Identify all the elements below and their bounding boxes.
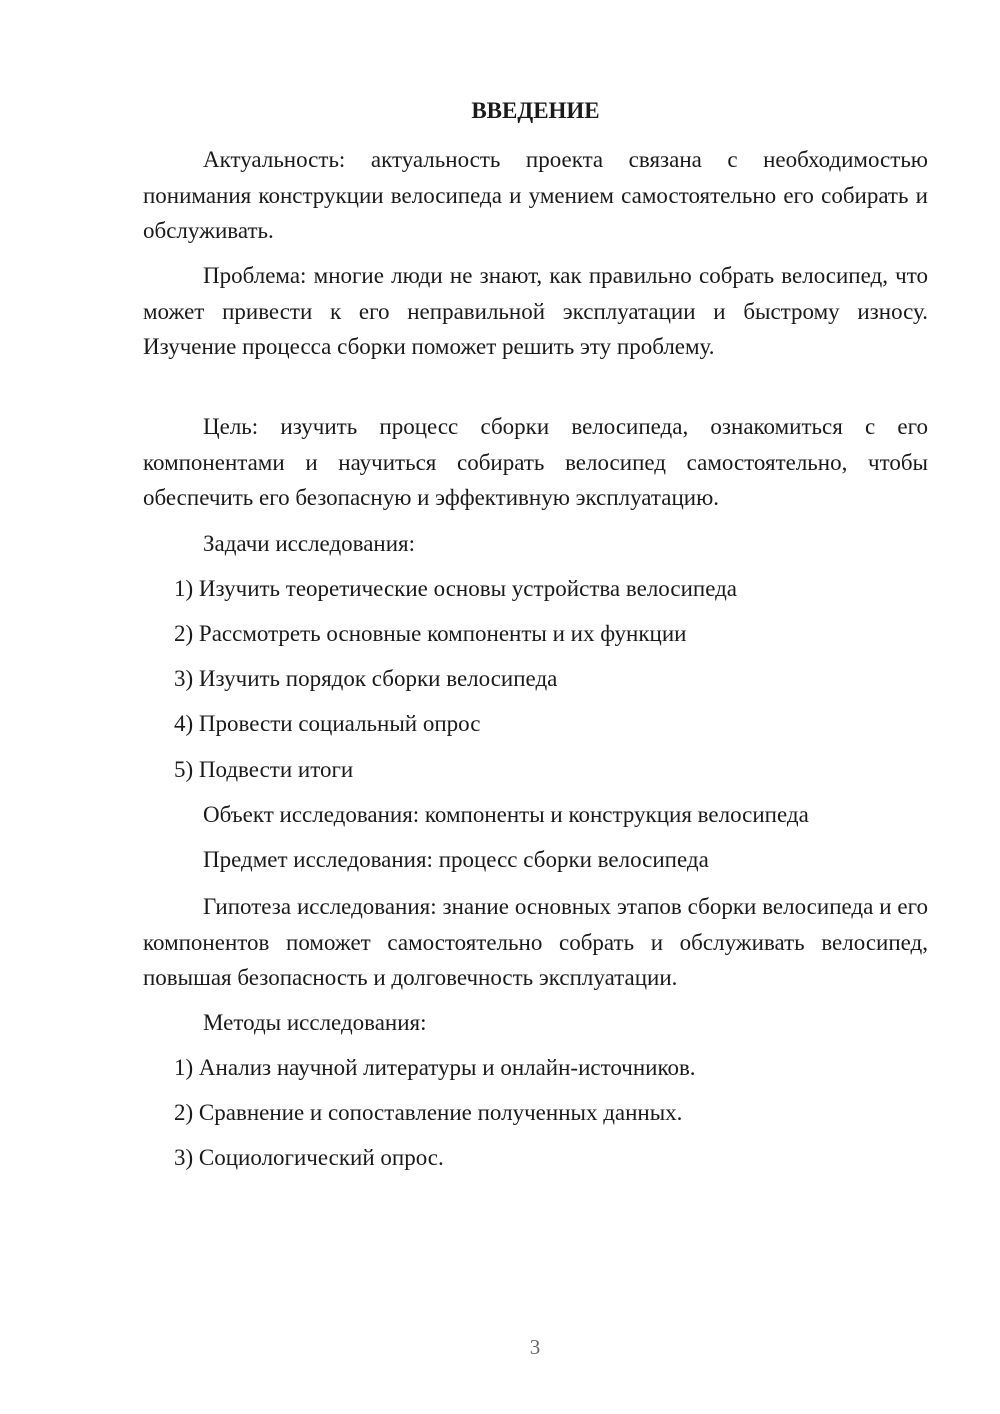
object-line: Объект исследования: компоненты и конструкция велосипеда	[203, 802, 809, 827]
task-item: 3) Изучить порядок сборки велосипеда	[174, 666, 558, 691]
task-item: 5) Подвести итоги	[174, 757, 354, 782]
method-item: 1) Анализ научной литературы и онлайн-источников.	[174, 1055, 696, 1080]
relevance-paragraph: Актуальность: актуальность проекта связана с необходимостью понимания конструкции велосипеда и умением самостоятельно его собирать и обслуживать.	[143, 147, 928, 243]
subject-line: Предмет исследования: процесс сборки велосипеда	[203, 847, 709, 872]
method-item: 3) Социологический опрос.	[174, 1145, 444, 1170]
tasks-label: Задачи исследования:	[203, 531, 416, 556]
methods-label: Методы исследования:	[203, 1010, 427, 1035]
hypothesis-paragraph: Гипотеза исследования: знание основных этапов сборки велосипеда и его компонентов поможет самостоятельно собрать и обслуживать велосипед, повышая безопасность и долговечность эксплуатации.	[143, 894, 928, 990]
section-heading: ВВЕДЕНИЕ	[471, 98, 600, 123]
goal-paragraph: Цель: изучить процесс сборки велосипеда, ознакомиться с его компонентами и научиться собирать велосипед самостоятельно, чтобы обеспечить его безопасную и эффективную эксплуатацию.	[143, 414, 928, 510]
task-item: 2) Рассмотреть основные компоненты и их функции	[174, 621, 687, 646]
method-item: 2) Сравнение и сопоставление полученных данных.	[174, 1100, 683, 1125]
task-item: 1) Изучить теоретические основы устройства велосипеда	[174, 576, 738, 601]
task-item: 4) Провести социальный опрос	[174, 711, 481, 736]
page-number: 3	[529, 1335, 541, 1359]
problem-paragraph: Проблема: многие люди не знают, как правильно собрать велосипед, что может привести к его неправильной эксплуатации и быстрому износу. Изучение процесса сборки поможет решить эту проблему.	[143, 263, 928, 359]
